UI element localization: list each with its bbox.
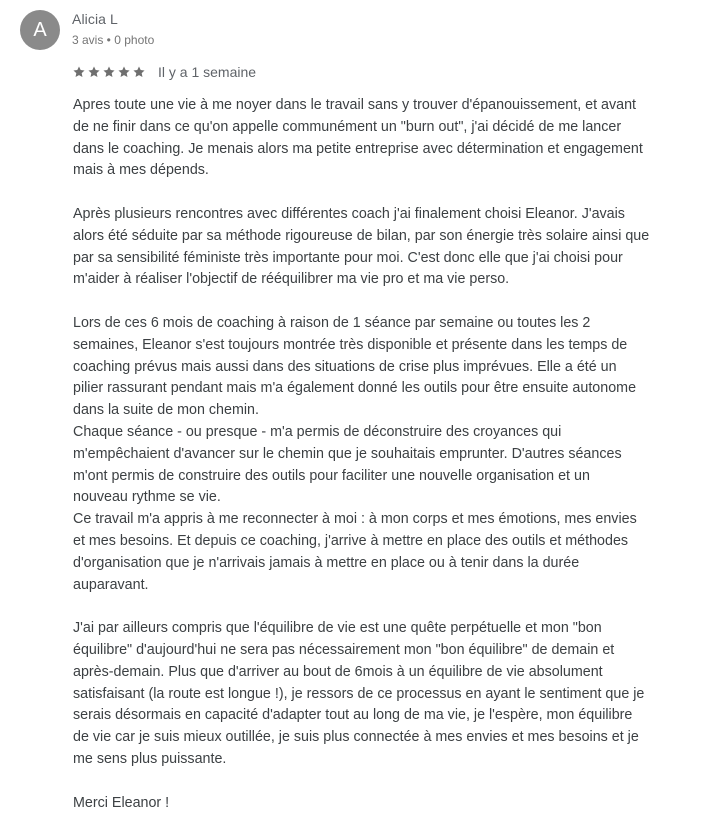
review-line: et mes besoins. Et depuis ce coaching, j'arrive à mettre en place des outils et méthodes (73, 532, 629, 549)
rating-row (72, 64, 256, 80)
avatar-initial: A (33, 18, 47, 41)
star-icon (132, 65, 146, 79)
review-line: m'aider à réaliser l'objectif de rééquilibrer ma vie pro et ma vie perso. (73, 271, 510, 288)
review-line: dans la suite de mon chemin. (73, 402, 259, 419)
star-icon (72, 65, 86, 79)
review-paragraph (73, 618, 713, 771)
review-line: me sens plus puissante. (73, 750, 227, 767)
star-rating (72, 65, 146, 79)
review-line: Merci Eleanor ! (73, 794, 170, 811)
review-line: coaching prévus mais aussi dans des situations de crise plus imprévues. Elle a été un (73, 358, 617, 375)
reviewer-name[interactable]: Alicia L (72, 11, 118, 27)
review-text (73, 95, 713, 836)
avatar[interactable] (20, 10, 60, 50)
reviewer-stats: 3 avis • 0 photo (72, 33, 155, 47)
review-paragraph (73, 204, 713, 291)
review-line: de vie car je suis mieux outillée, je suis plus connectée à mes envies et mes besoins et je (73, 729, 639, 746)
review-line: Lors de ces 6 mois de coaching à raison de 1 séance par semaine ou toutes les 2 (73, 314, 591, 331)
review-line: Chaque séance - ou presque - m'a permis de déconstruire des croyances qui (73, 423, 562, 440)
star-icon (117, 65, 131, 79)
review-line: d'organisation que je n'arrivais jamais à mettre en place ou à tenir dans la durée (73, 554, 580, 571)
review-line: m'ont permis de construire des outils pour faciliter une nouvelle organisation et un (73, 467, 590, 484)
review-paragraph (73, 793, 713, 815)
review-line: mais à mes dépends. (73, 162, 209, 179)
review-line: nouveau rythme se vie. (73, 489, 221, 506)
review-line: dans le coaching. Je menais alors ma petite entreprise avec détermination et engagement (73, 140, 643, 157)
star-icon (102, 65, 116, 79)
review-line: satisfaisant (la route est longue !), je ressors de ce processus en ayant le sentiment que je (73, 685, 645, 702)
review-line: semaines, Eleanor s'est toujours montrée très disponible et présente dans les temps de (73, 336, 628, 353)
review-line: de ne finir dans ce qu'on appelle communément un "burn out", j'ai décidé de me lancer (73, 118, 622, 135)
review-line: auparavant. (73, 576, 149, 593)
review-line: après-demain. Plus que d'arriver au bout de 6mois à un équilibre de vie absolument (73, 663, 603, 680)
review-line: serais désormais en capacité d'adapter tout au long de ma vie, je l'espère, mon équilibre (73, 707, 633, 724)
review-line: pilier rassurant pendant mais m'a également donné les outils pour être ensuite autonome (73, 380, 637, 397)
review-line: équilibre" d'aujourd'hui ne sera pas nécessairement mon "bon équilibre" de demain et (73, 641, 615, 658)
review-line: J'ai par ailleurs compris que l'équilibre de vie est une quête perpétuelle et mon "bon (73, 620, 602, 637)
review-line: Ce travail m'a appris à me reconnecter à moi : à mon corps et mes émotions, mes envies (73, 511, 637, 528)
review-line: alors été séduite par sa méthode rigoureuse de bilan, par son énergie très solaire ainsi que (73, 227, 650, 244)
review-paragraph (73, 313, 713, 596)
review-line: Après plusieurs rencontres avec différentes coach j'ai finalement choisi Eleanor. J'avais (73, 205, 625, 222)
review-date: Il y a 1 semaine (158, 64, 257, 80)
review-line: Apres toute une vie à me noyer dans le travail sans y trouver d'épanouissement, et avant (73, 97, 637, 113)
review-line: m'empêchaient d'avancer sur le chemin que je souhaitais emprunter. D'autres séances (73, 445, 622, 462)
star-icon (87, 65, 101, 79)
review-paragraph (73, 95, 713, 182)
review-line: par sa sensibilité féministe très importante pour moi. C'est donc elle que j'ai choisi pour (73, 249, 623, 266)
